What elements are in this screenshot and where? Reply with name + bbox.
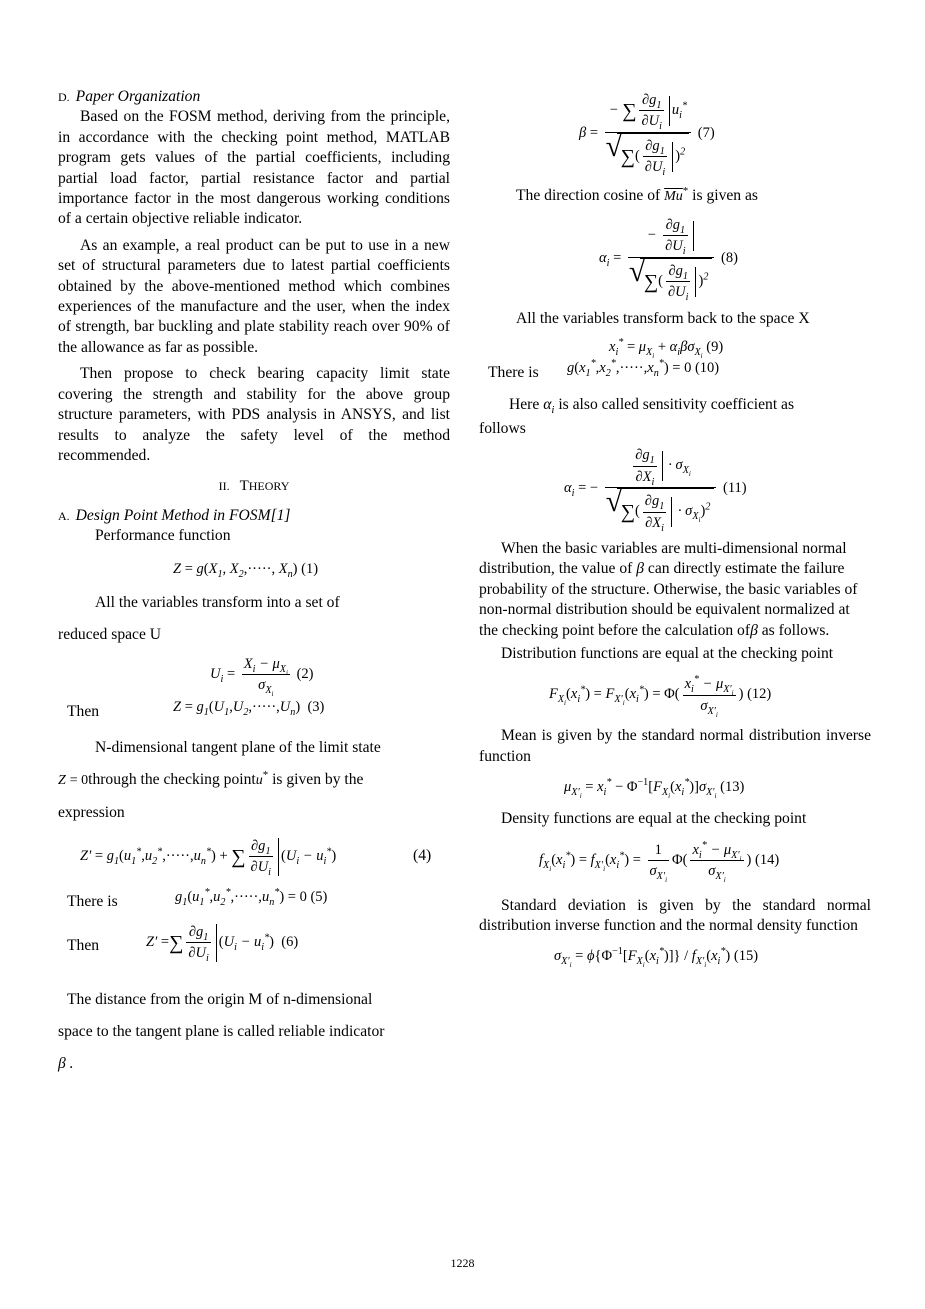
section-2-label: II. (218, 479, 230, 494)
here-text-b: is also called sensitivity coefficient as (558, 396, 795, 414)
there-is-label-2: There is (488, 364, 539, 382)
equation-11: $\alpha_i$ = − $\frac{\partial g_1}{\partial X_i}$ · $\sigma_{X_i}$ √ ∑( $\frac{\partial g_1}{\partial X_i}$ · $\sigma_{X_i})^2$ (11) (479, 445, 871, 533)
equation-13-number: (13) (720, 778, 745, 795)
transform-back-text: All the variables transform back to the space X (516, 309, 810, 327)
section-d-title: Paper Organization (75, 88, 201, 105)
equation-8: $\alpha_i$ = − $\frac{\partial g_1}{\partial U_i}$ √ ∑( $\frac{\partial g_1}{\partial U_i}$ )$^2$ (8) (479, 215, 871, 303)
equation-5-number: (5) (310, 888, 328, 905)
equation-12: $F_{X_i}(x_i^*) = F_{X'_i}(x_i^*) = \Phi$( $\frac{x_i^* - \mu_{X'_i}}{\sigma_{X'_i}}$ ) (12) (549, 674, 772, 719)
section-a-title: Design Point Method in FOSM[1] (75, 506, 291, 524)
tangent-text-3: expression (58, 804, 125, 822)
equation-4: $Z' = g_1(u_1^*,u_2^*,\cdot\cdot\cdot\cdot\cdot,u_n^*)$ + ∑ $\frac{\partial g_1}{\partial U_i}$ $(U_i - u_i^*)$ (4) (80, 837, 432, 879)
equation-1: $Z = g(X_1$, $X_2,\cdot\cdot\cdot\cdot\cdot$, $X_n$) (1) (173, 560, 319, 580)
equation-15-number: (15) (733, 948, 759, 965)
equation-5-row (58, 886, 450, 916)
there-is-label-1: There is (67, 892, 118, 910)
equation-8-number: (8) (721, 250, 738, 267)
left-column (58, 84, 450, 1075)
equation-5: $g_1(u_1^*,u_2^*,\cdot\cdot\cdot\cdot\cdot,u_n^*) = 0$ (5) (175, 886, 328, 908)
equation-6-row (58, 923, 450, 988)
tangent-text-2: Z = 0through the checking pointu* is given by the (58, 768, 364, 788)
equation-11-number: (11) (723, 480, 747, 497)
stddev-text: Standard deviation is given by the standard normal distribution inverse function and the normal density function (479, 896, 871, 934)
density-text: Density functions are equal at the checking point (501, 810, 807, 828)
equation-7: β = − ∑ $\frac{\partial g_1}{\partial U_i}$ $u_i^*$ √ ∑( $\frac{\partial g_1}{\partial U_i}$ )$^2$ (7) (479, 90, 871, 178)
paragraph-3: Then propose to check bearing capacity limit state covering the strength and stability for the above group structure parameters, with PDS analysis in ANSYS, and list results to analyze the safety level of the method recommended. (58, 365, 450, 464)
equation-13: $\mu_{X'_i} = x_i^* - \Phi^{-1}[F_{X_i}(x_i^*)]\sigma_{X'_i}$ (13) (564, 777, 745, 800)
equation-3: $Z = g_1(U_1,U_2,\cdot\cdot\cdot\cdot\cdot,U_n)$ (3) (173, 698, 325, 718)
direction-cosine-text: The direction cosine of $\overline{Mu}^*$ is given as (516, 184, 758, 204)
equation-10: $g(x_1^*,x_2^*,\cdot\cdot\cdot\cdot\cdot,x_n^*) = 0$ (10) (567, 358, 720, 380)
performance-function-label: Performance function (95, 527, 231, 545)
section-d-heading (58, 87, 450, 107)
equation-2-number: (2) (296, 665, 314, 682)
nonnormal-paragraph: When the basic variables are multi-dimensional normal distribution, the value of β can directly estimate the failure probability of the structure. Otherwise, the basic variables of non-normal distribution should be equivalent normalized at the checking point before the calculation ofβ as follows. (479, 539, 858, 639)
distribution-equal-text: Distribution functions are equal at the checking point (501, 644, 834, 662)
here-text-a: Here (509, 396, 540, 414)
nonnormal-text-3: as follows. (761, 621, 830, 639)
distance-text-1: The distance from the origin M of n-dimensional (67, 990, 373, 1008)
section-a-label: A. (58, 508, 70, 523)
equation-10-number: (10) (694, 360, 720, 377)
nonnormal-text-1: When the basic variables are multi-dimensional normal distribution, the value of (479, 539, 847, 578)
then-label-2: Then (67, 936, 100, 954)
transform-text-2: reduced space U (58, 626, 162, 644)
nonnormal-text-2: can directly estimate the failure probability of the structure. Otherwise, the basic variables of non-normal distribution should be equivalent normalized at the checking point before the calculation of (479, 560, 858, 639)
equation-6: Z′ =∑ $\frac{\partial g_1}{\partial U_i}$ $(U_i - u_i^*)$ (6) (146, 923, 299, 964)
tangent-text-2b: is given by the (272, 770, 364, 788)
page-number: 1228 (450, 1256, 475, 1270)
equation-14-number: (14) (755, 852, 780, 869)
follows-text: follows (479, 419, 526, 437)
direction-cosine-symbol: $\overline{Mu}$ (664, 188, 683, 204)
equation-3-row (58, 698, 450, 724)
mean-text: Mean is given by the standard normal distribution inverse function (479, 727, 871, 765)
equation-15: $\sigma_{X'_i} = \phi\{\Phi^{-1}[F_{X_i}(x_i^*)]\} / f_{X'_i}(x_i^*)$ (15) (554, 946, 759, 970)
section-2-title-rest: HEORY (248, 479, 290, 494)
section-d-label: D. (58, 90, 70, 104)
equation-7-number: (7) (697, 125, 715, 142)
equation-4-number: (4) (413, 846, 432, 864)
distance-text-3: β . (58, 1055, 74, 1073)
paragraph-2: As an example, a real product can be put to use in a new set of structural parameters due to latest partial coefficients obtained by the above-mentioned method which combines experiences of the manufacture and the user, when the index of strength, bar buckling and plate stability reach over 90% of the allowance as far as possible. (58, 236, 450, 356)
equation-10-row (479, 358, 871, 387)
distance-text-2: space to the tangent plane is called reliable indicator (58, 1023, 385, 1040)
equation-1-number: (1) (301, 560, 319, 577)
equation-12-number: (12) (747, 686, 772, 703)
equation-2: $U_i$ = $\frac{X_i - \mu_{X_i}}{\sigma_{X_i}}$ (2) (210, 655, 314, 699)
tangent-text-2a: through the checking point (88, 770, 256, 788)
section-2-heading (58, 476, 450, 496)
right-column (479, 84, 871, 973)
section-2-title-first: T (239, 478, 249, 495)
equation-9-number: (9) (706, 339, 724, 356)
section-a-heading (58, 506, 450, 526)
paragraph-1: Based on the FOSM method, deriving from the principle, in accordance with the checking point method, MATLAB program gets values of the partial coefficients, including partial load factor, partial resistance factor and partial importance factor in the most dangerous working conditions of a certain objective reliable indicator. (58, 108, 450, 228)
then-label-1: Then (67, 702, 100, 720)
tangent-text-1: N-dimensional tangent plane of the limit state (95, 738, 381, 756)
equation-9: $x_i^* = \mu_{X_i} + \alpha_i\beta\sigma_{X_i}$ (9) (609, 337, 724, 360)
direction-cosine-text-a: The direction cosine of (516, 186, 661, 204)
here-text: Here $\alpha_i$ is also called sensitivity coefficient as (509, 396, 795, 417)
equation-14: $f_{X_i}(x_i^*) = f_{X'_i}(x_i^*)$ = $\frac{1}{\sigma_{X'_i}}$ Φ( $\frac{x_i^* - \mu_{X'_i}}{\sigma_{X'_i}}$ ) (14) (539, 839, 780, 885)
transform-text-1: All the variables transform into a set of (95, 593, 340, 611)
equation-6-number: (6) (281, 933, 299, 950)
direction-cosine-text-b: is given as (692, 186, 758, 204)
equation-3-number: (3) (307, 698, 325, 715)
